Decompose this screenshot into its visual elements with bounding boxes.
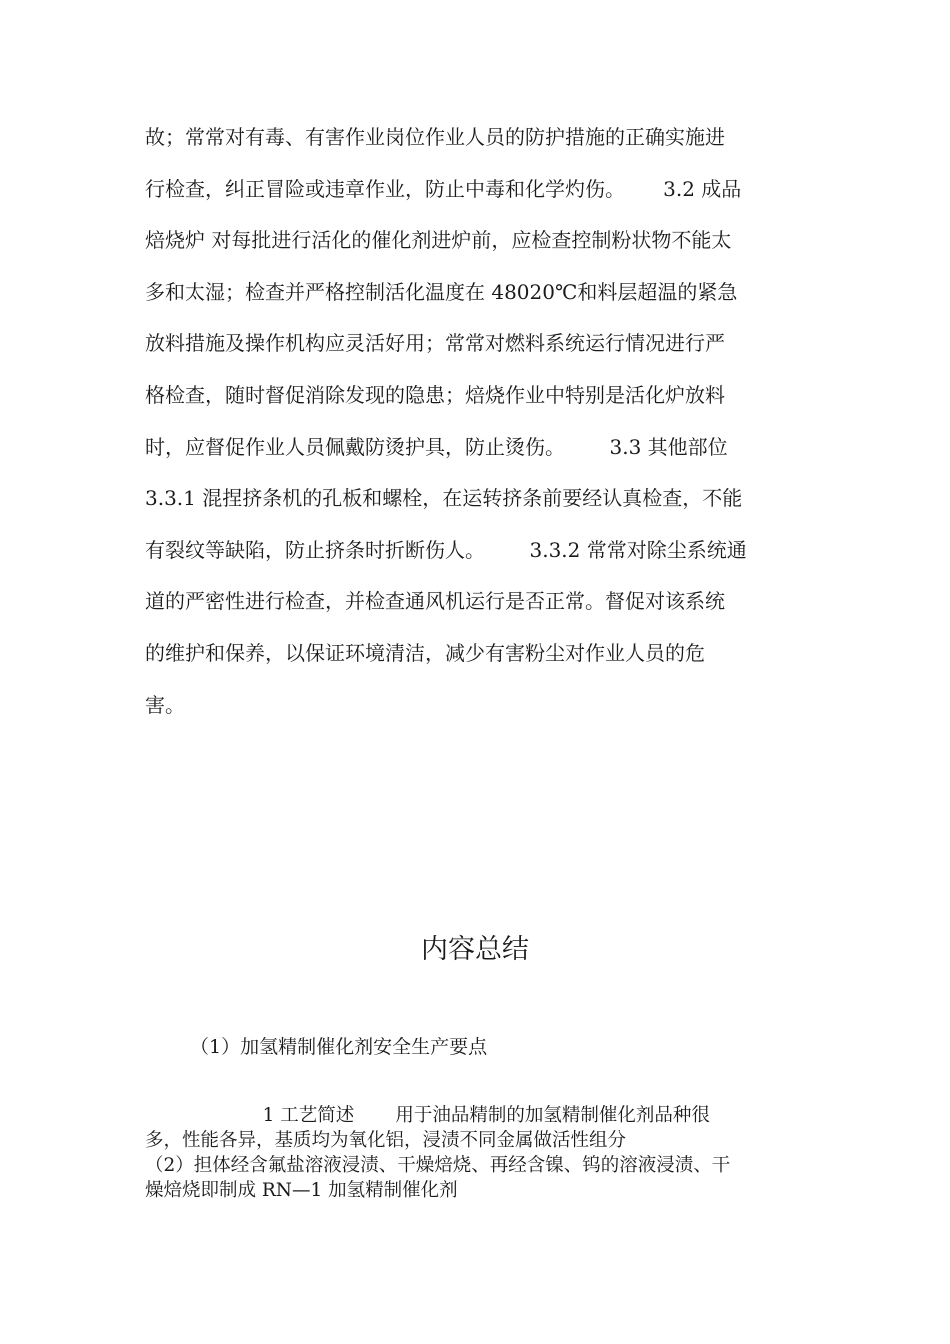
summary-title: 内容总结	[421, 934, 529, 965]
summary-line: （2）担体经含氟盐溶液浸渍、干燥焙烧、再经含镍、钨的溶液浸渍、干	[145, 1155, 731, 1176]
body-text	[145, 116, 825, 735]
body-line: 害。	[145, 692, 185, 717]
body-line: 多和太湿；检查并严格控制活化温度在 48020℃和料层超温的紧急	[145, 279, 738, 304]
body-line: 时，应督促作业人员佩戴防烫护具，防止烫伤。 3.3 其他部位	[145, 434, 728, 459]
body-line: 放料措施及操作机构应灵活好用；常常对燃料系统运行情况进行严	[145, 331, 725, 356]
body-line: 焙烧炉 对每批进行活化的催化剂进炉前，应检查控制粉状物不能太	[145, 228, 732, 253]
summary-line: 燥焙烧即制成 RN—1 加氢精制催化剂	[145, 1180, 458, 1201]
body-line: 的维护和保养，以保证环境清洁，减少有害粉尘对作业人员的危	[145, 640, 705, 665]
summary-line: 1 工艺简述 用于油品精制的加氢精制催化剂品种很	[145, 1105, 710, 1126]
body-line: 行检查，纠正冒险或违章作业，防止中毒和化学灼伤。 3.2 成品	[145, 176, 742, 201]
body-line: 有裂纹等缺陷，防止挤条时折断伤人。 3.3.2 常常对除尘系统通	[145, 537, 747, 562]
summary-paragraph	[145, 1103, 825, 1203]
body-line: 3.3.1 混捏挤条机的孔板和螺栓，在运转挤条前要经认真检查，不能	[145, 486, 743, 511]
body-line: 格检查，随时督促消除发现的隐患；焙烧作业中特别是活化炉放料	[145, 382, 725, 407]
body-line: 道的严密性进行检查，并检查通风机运行是否正常。督促对该系统	[145, 589, 725, 614]
summary-item-1: （1）加氢精制催化剂安全生产要点	[190, 1036, 488, 1058]
summary-line: 多，性能各异，基质均为氧化铝，浸渍不同金属做活性组分	[145, 1130, 627, 1151]
body-line: 故；常常对有毒、有害作业岗位作业人员的防护措施的正确实施进	[145, 125, 725, 149]
